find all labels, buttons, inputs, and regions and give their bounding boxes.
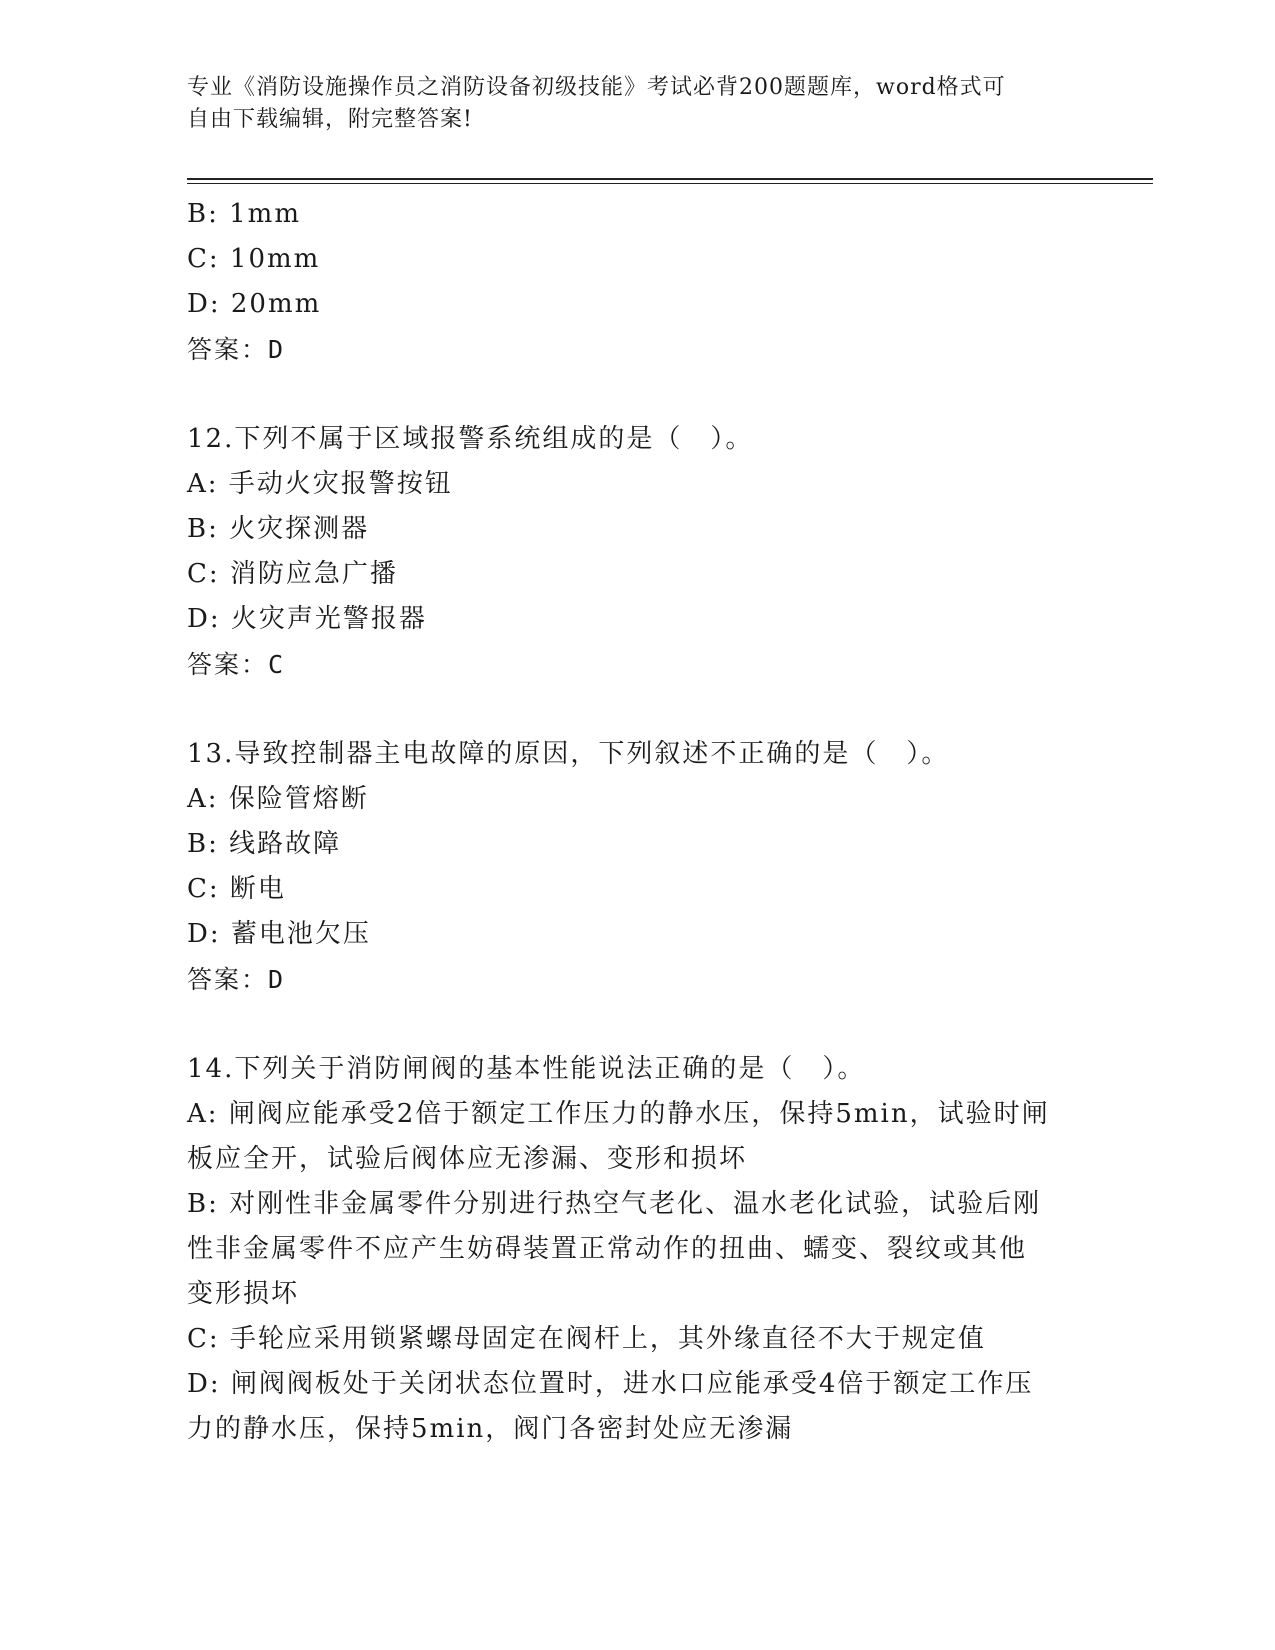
option-d: D: 20mm	[187, 289, 322, 319]
option-d: D: 火灾声光警报器	[187, 604, 427, 634]
spacer	[187, 1002, 1087, 1047]
question-14	[187, 1047, 1087, 1452]
option-a: A: 手动火灾报警按钮	[187, 469, 453, 499]
question-stem: 14.下列关于消防闸阀的基本性能说法正确的是（ ）。	[187, 1054, 866, 1084]
question-stem: 12.下列不属于区域报警系统组成的是（ ）。	[187, 424, 754, 454]
option-b: B: 线路故障	[187, 829, 342, 859]
header-line-1: 专业《消防设施操作员之消防设备初级技能》考试必背200题题库，word格式可	[187, 75, 1006, 100]
answer: 答案：C	[187, 650, 286, 679]
question-body	[187, 192, 1087, 1452]
option-c: C: 消防应急广播	[187, 559, 398, 589]
document-header	[187, 72, 1067, 136]
header-line-2: 自由下载编辑，附完整答案!	[187, 107, 473, 132]
question-12	[187, 417, 1087, 687]
option-b-line-2: 性非金属零件不应产生妨碍装置正常动作的扭曲、蠕变、裂纹或其他	[187, 1234, 1028, 1264]
option-c: C: 断电	[187, 874, 286, 904]
header-divider-thin	[187, 183, 1153, 184]
option-a-line-1: A: 闸阀应能承受2倍于额定工作压力的静水压，保持5min，试验时闸	[187, 1099, 1050, 1129]
question-stem: 13.导致控制器主电故障的原因，下列叙述不正确的是（ ）。	[187, 739, 950, 769]
answer: 答案：D	[187, 965, 286, 994]
question-13	[187, 732, 1087, 1002]
option-c: C: 10mm	[187, 244, 321, 274]
option-a-line-2: 板应全开，试验后阀体应无渗漏、变形和损坏	[187, 1144, 748, 1174]
option-b: B: 1mm	[187, 199, 301, 229]
option-b-line-1: B: 对刚性非金属零件分别进行热空气老化、温水老化试验，试验后刚	[187, 1189, 1042, 1219]
option-c: C: 手轮应采用锁紧螺母固定在阀杆上，其外缘直径不大于规定值	[187, 1324, 986, 1354]
option-b-line-3: 变形损坏	[187, 1279, 300, 1309]
answer: 答案：D	[187, 335, 286, 364]
option-b: B: 火灾探测器	[187, 514, 370, 544]
spacer	[187, 372, 1087, 417]
option-d-line-2: 力的静水压，保持5min，阀门各密封处应无渗漏	[187, 1414, 794, 1444]
option-a: A: 保险管熔断	[187, 784, 369, 814]
spacer	[187, 687, 1087, 732]
option-d-line-1: D: 闸阀阀板处于关闭状态位置时，进水口应能承受4倍于额定工作压	[187, 1369, 1034, 1399]
question-11-tail	[187, 192, 1087, 372]
option-d: D: 蓄电池欠压	[187, 919, 371, 949]
header-divider-thick	[187, 178, 1153, 180]
